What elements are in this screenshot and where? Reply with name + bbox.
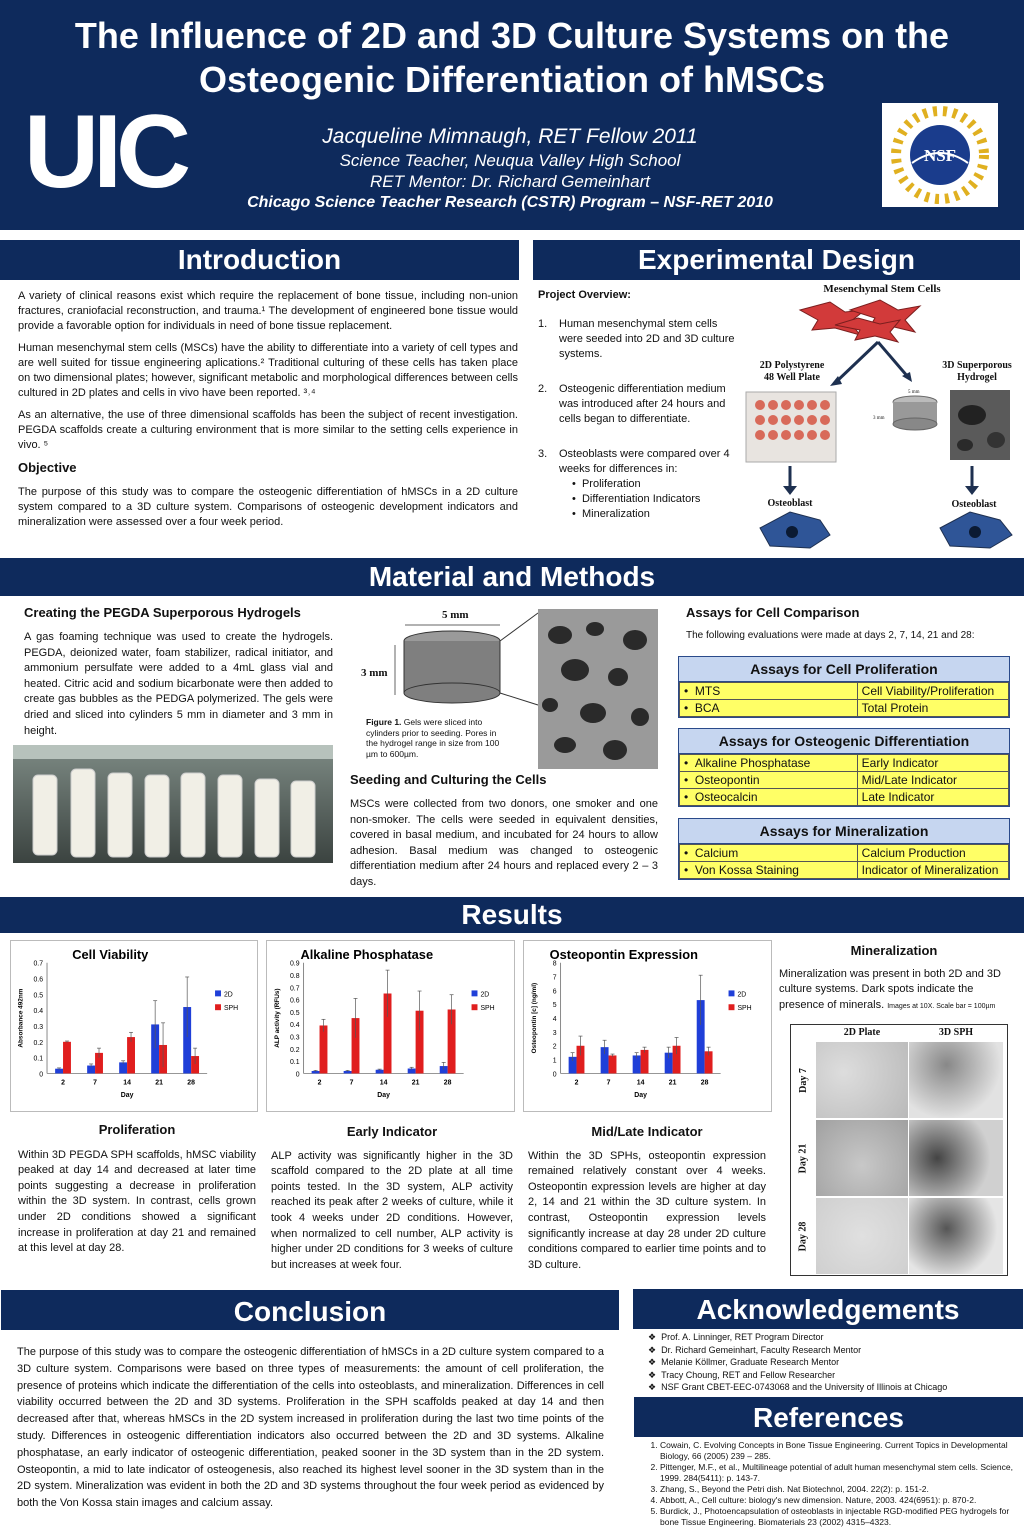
y-axis-label: Absorbance 492nm [17,988,25,1048]
results-heading: Results [0,897,1024,933]
y-tick-label: 0.5 [33,992,44,1000]
y-tick-label: 0.1 [33,1055,44,1063]
x-tick-label: 7 [93,1079,97,1087]
legend-label: SPH [223,1005,239,1013]
y-tick-label: 0.6 [33,976,44,984]
design-steps: Project Overview: 1. Human mesenchymal stem cells were seeded into 2D and 3D culture systems. 2. Osteogenic differentiation medium was introduced after 24 hours and cells began to differentiate. 3. Osteoblasts were compared over 4 weeks for differences in: • Proliferation • Differentiation Indicators • Mineralization [538,289,735,520]
y-tick-label: 7 [552,974,557,982]
bar [119,1062,127,1073]
legend-swatch [215,1004,221,1010]
references-heading: References [634,1397,1023,1437]
x-tick-label: 28 [187,1079,195,1087]
intro-heading: Introduction [0,240,519,280]
micrograph [816,1120,908,1196]
y-tick-label: 1 [552,1057,557,1065]
legend-label: SPH [480,1005,495,1013]
poster-title: The Influence of 2D and 3D Culture Systems on the Osteogenic Differentiation of hMSCs [74,15,950,100]
mid-late-text: Mid/Late Indicator Within the 3D SPHs, osteopontin expression remained relatively constant over 4 weeks. Osteopontin expression levels are higher at day 2, 14 and 21 within the 3D culture system. In contrast, Osteopontin expression levels significantly increase at day 28 under 2D culture conditions compared to earlier time points and to 3D culture. [528,1124,766,1271]
y-tick-label: 0.1 [289,1059,300,1067]
proliferation-text: Proliferation Within 3D PEGDA SPH scaffolds, hMSC viability peaked at day 14 and decreased at later time points suggesting a decrease in proliferation within the 3D system. In contrast, cells grown under 2D conditions showed a significant increase in proliferation at day 21 and remained at this level at day 28. [18,1122,256,1255]
svg-text:NSF: NSF [923,146,957,165]
micrograph [816,1042,908,1118]
legend-swatch [729,990,735,996]
chart-svg [524,941,771,1111]
design-diagram: Mesenchymal Stem Cells 2D Polystyrene 48 Well Plate 3D Superporous Hydrogel 5 mm 3 mm Osteoblast Osteoblast [740,280,1024,552]
x-tick-label: 14 [379,1079,388,1087]
y-tick-label: 0 [295,1071,300,1079]
ack-heading: Acknowledgements [633,1289,1023,1329]
bar [127,1037,135,1073]
x-tick-label: 14 [123,1079,131,1087]
micrograph [909,1042,1003,1118]
x-axis-label: Day [634,1092,647,1100]
methods-col3: Assays for Cell Comparison The following evaluations were made at days 2, 7, 14, 21 and 28: [686,605,975,641]
legend-label: 2D [737,991,747,999]
y-tick-label: 0.3 [33,1023,44,1031]
table-row: • BCA Total Protein [680,700,1009,717]
hydrogel-vials-photo [13,745,333,863]
legend-label: 2D [223,991,233,999]
y-tick-label: 0.9 [289,960,300,968]
micrograph [816,1198,908,1274]
list-item: ❖ Melanie Köllmer, Graduate Research Mentor [648,1357,840,1368]
micrograph [909,1120,1003,1196]
x-tick-label: 21 [411,1079,420,1087]
x-tick-label: 7 [349,1079,354,1087]
figure-1: 5 mm 3 mm Figure 1. Gels were sliced into cylinders prior to seeding. Pores in the hydrogel range in size from 100 µm to 600µm. [350,605,668,775]
mineralization-image-grid: 2D Plate 3D SPH Day 7 Day 21 Day 28 [790,1024,1008,1276]
intro-body: A variety of clinical reasons exist which require the replacement of bone tissue, including non-union fractures, craniofacial reconstruction, and trauma.¹ The development of engineered bone tissue would provide a favorable option for individuals in need of bone tissue replacement. Human mesenchymal stem cells (MSCs) have the ability to differentiate into a variety of cell types and are well suited for tissue engineering aplications.² Traditional culturing of these cells has taken place on two dimensional plates; however, significant metabolic and morphological differences between cells cultured in 2D plates and cells in vivo have been reported. ³˒⁴ As an alternative, the use of three dimensional scaffolds has been the subject of recent investigation. PEGDA scaffolds create a culturing environment that is more similar to the setting cells experience in vivo. ⁵ Objective The purpose of this study was to compare the osteogenic differentiation of hMSCs in a 2D culture system compared to a 3D culture system. Comparisons of osteogenic development indicators and mineralization were assessed over a four week period. [18,290,518,528]
conclusion-heading: Conclusion [1,1290,619,1330]
bar [609,1055,617,1073]
chart-cell-viability [10,940,258,1112]
table-row: • Alkaline Phosphatase Early Indicator [680,755,1009,772]
table-row: • Osteopontin Mid/Late Indicator [680,772,1009,789]
chart-svg [11,941,257,1111]
x-tick-label: 28 [700,1079,709,1087]
list-item: ❖ Dr. Richard Gemeinhart, Faculty Research Mentor [648,1344,862,1355]
methods-heading: Material and Methods [0,558,1024,596]
y-tick-label: 0.8 [289,973,300,981]
methods-col2: Seeding and Culturing the Cells MSCs were collected from two donors, one smoker and one non-smoker. The cells were seeded in equivalent densities, covered in basal medium, and incubated for 24 hours to allow adhesion. Basal medium was changed to osteogenic differentiation medium after 24 hours and replaced every 2 – 3 days. [350,772,658,888]
x-tick-label: 21 [155,1079,163,1087]
vials-image-icon [13,745,333,863]
y-tick-label: 8 [552,960,557,968]
design-heading: Experimental Design [533,240,1020,280]
assay-table-mineralization: Assays for Mineralization • Calcium Calcium Production • Von Kossa Staining Indicator of Mineralization [678,818,1010,880]
legend-swatch [472,1004,478,1010]
y-tick-label: 0.6 [289,997,300,1005]
x-tick-label: 21 [668,1079,677,1087]
y-tick-label: 0.5 [289,1009,300,1017]
y-tick-label: 3 [552,1029,557,1037]
chart-title: Alkaline Phosphatase [300,946,434,962]
bar [63,1042,71,1074]
author-name: Jacqueline Mimnaugh, RET Fellow 2011 [322,125,698,148]
x-tick-label: 7 [606,1079,611,1087]
legend-swatch [472,990,478,996]
references-list: 1. Cowain, C. Evolving Concepts in Bone Tissue Engineering. Current Topics in Developmental Biology, 66 (2005) 239 – 285. 2. Pittenger, M.F., et al., Multilineage potential of adult human mesenchymal stem cells. Science, 1999. 284(5411): p. 143-7. 3. Zhang, S., Beyond the Petri dish. Nat Biotechnol, 2004. 22(2): p. 151-2. 4. Abbott, A., Cell culture: biology's new dimension. Nature, 2003. 424(6951): p. 870-2. 5. Burdick, J., Photoencapsulation of osteoblasts in injectable RGD-modified PEG hydrogels for bone Tissue Engineering. Biomaterials 23 (2002) 4315–4323. [638,1440,1020,1528]
list-item: ❖ Tracy Choung, RET and Fellow Researcher [648,1369,836,1380]
assay-table-differentiation: Assays for Osteogenic Differentiation • Alkaline Phosphatase Early Indicator • Osteopontin Mid/Late Indicator • Osteocalcin Late Indicator [678,728,1010,807]
mineralization-text: Mineralization Mineralization was present in both 2D and 3D culture systems. Dark spots indicate the presence of minerals. Images at 10X. Scale bar = 100µm [779,943,1001,1011]
x-tick-label: 28 [443,1079,452,1087]
chart-title: Osteopontin Expression [549,946,698,962]
table-row: • Von Kossa Staining Indicator of Mineralization [680,862,1009,879]
chart-osteopontin [523,940,772,1112]
x-axis-label: Day [377,1092,390,1100]
y-tick-label: 0.4 [33,1008,44,1016]
micrograph [909,1198,1003,1274]
chart-svg [267,941,514,1111]
y-tick-label: 0.7 [289,985,300,993]
author-block: Jacqueline Mimnaugh, RET Fellow 2011 Science Teacher, Neuqua Valley High School RET Mentor: Dr. Richard Gemeinhart Chicago Science Teacher Research (CSTR) Program – NSF-RET 2010 [190,124,830,213]
y-tick-label: 0.4 [289,1022,300,1030]
legend-label: 2D [480,991,490,999]
y-tick-label: 4 [552,1016,557,1024]
x-tick-label: 14 [636,1079,645,1087]
conclusion-body: The purpose of this study was to compare the osteogenic differentiation of hMSCs in a 2D culture system compared to a 3D culture system. Comparisons were based on three types of measurements: the amount of cell proliferation, the presence of proteins which indicate the differentiation of the cells into osteoblasts, and mineralization. Differences in cell viability occurred between the 2D and 3D systems. Proliferation in the SPH scaffolds peaked at day 14 and then decreased after that, whereas hMSCs in the 2D system increased in proliferation during the last two time points of the study. Differences in osteogenic differentiation indicators also occurred between the 2D and 3D systems. Alkaline phosphatase, an early indicator of osteogenic differentiation, peaked sooner in the 3D system than in the 2D system. Osteopontin, a mid to late indicator of osteogenesis, also reached its highest level sooner in the 3D system than in the 2D system. Mineralization was evident in both the 2D and 3D systems throughout the four week period as evidenced by both the Von Kossa stain images and calcium assay. [17,1346,604,1510]
x-tick-label: 2 [317,1079,322,1087]
legend-swatch [215,990,221,996]
table-row: • Calcium Calcium Production [680,845,1009,862]
y-tick-label: 0 [39,1071,44,1079]
x-tick-label: 2 [61,1079,65,1087]
chart-alkaline-phosphatase [266,940,515,1112]
y-tick-label: 0.3 [289,1034,300,1042]
objective-heading: Objective [18,460,77,475]
list-item: ❖ Prof. A. Linninger, RET Program Director [648,1332,824,1342]
y-tick-label: 0.7 [33,960,44,968]
methods-col1: Creating the PEGDA Superporous Hydrogels A gas foaming technique was used to create the hydrogels. PEGDA, deionized water, foam stabilizer, radical initiator, and ammonium persulfate were added to a 4mL glass vial and heated. Citric acid and sodium bicarbonate were then added to create gas bubbles as the PEDGA polymerized. The gels were dried and sliced into cylinders 5 mm in diameter and 3 mm in height. [24,605,333,737]
y-tick-label: 0.2 [289,1046,300,1054]
uic-logo: UIC [24,94,186,210]
list-item: ❖ NSF Grant CBET-EEC-0743068 and the University of Illinois at Chicago [648,1382,948,1393]
table-row: • Osteocalcin Late Indicator [680,789,1009,806]
poster-header [0,0,1024,230]
nsf-seal-icon [882,103,998,207]
chart-title: Cell Viability [72,946,149,962]
nsf-logo [882,103,998,207]
y-tick-label: 5 [552,1002,557,1010]
legend-label: SPH [737,1005,752,1013]
bar [320,1025,328,1073]
y-tick-label: 6 [552,988,557,996]
y-tick-label: 0.2 [33,1039,44,1047]
table-row: • MTS Cell Viability/Proliferation [680,683,1009,700]
bar [641,1050,649,1074]
y-axis-label: Osteopontin [c] (ng/ml) [530,982,538,1054]
y-tick-label: 0 [552,1071,557,1079]
x-axis-label: Day [120,1092,134,1100]
x-tick-label: 2 [574,1079,579,1087]
y-tick-label: 2 [552,1043,557,1051]
figure-1-caption: Figure 1. Gels were sliced into cylinders prior to seeding. Pores in the hydrogel range in size from 100 µm to 600µm. [366,717,500,759]
ack-list [648,1331,1018,1394]
early-indicator-text: Early Indicator ALP activity was significantly higher in the 3D scaffold compared to the 2D plate at all time points tested. In the 3D system, ALP activity reached its peak after 2 weeks of culture, while it took 4 weeks under 2D conditions. However, when normalized to cell number, ALP activity is higher under 2D conditions for 3 weeks of culture but increases at week four. [271,1124,513,1271]
assay-table-proliferation: Assays for Cell Proliferation • MTS Cell Viability/Proliferation • BCA Total Protein [678,656,1010,718]
legend-swatch [729,1004,735,1010]
y-axis-label: ALP activity (RFUs) [273,988,281,1048]
